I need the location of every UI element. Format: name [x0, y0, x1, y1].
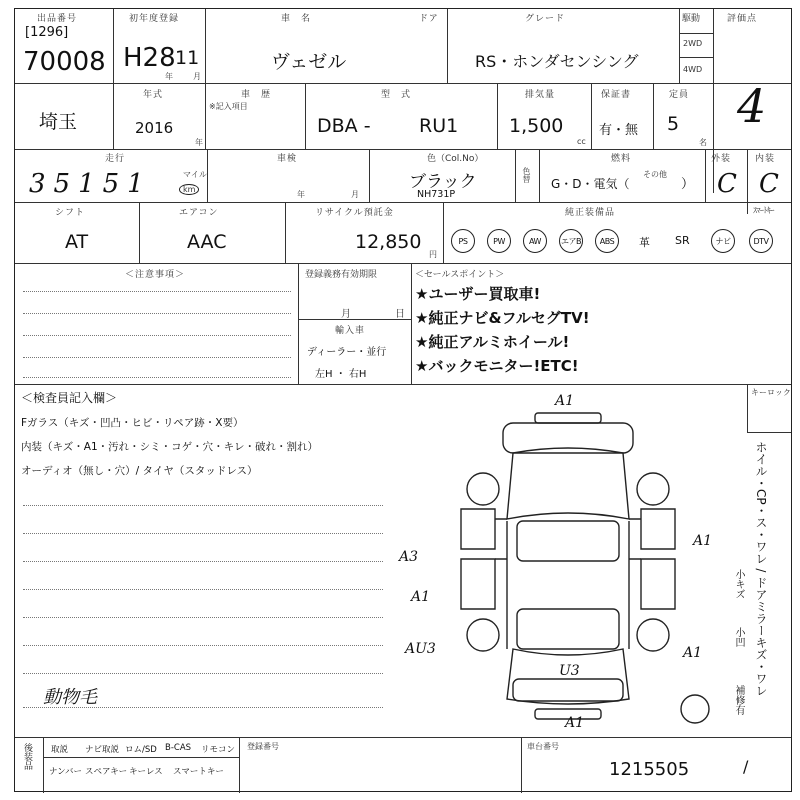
fuel-close: ）: [681, 177, 695, 192]
displacement-unit: cc: [577, 137, 586, 146]
footer-smart-key: スマートキー: [173, 767, 224, 777]
equipment-value: 有・無: [599, 123, 639, 138]
divider: [15, 149, 791, 150]
mark-rear: A1: [565, 715, 585, 731]
car-name-label: 車 名: [281, 14, 312, 24]
shift-label: シフト: [55, 208, 86, 218]
chassis-label: 車台番号: [527, 742, 559, 751]
mileage-label: 走行: [105, 154, 126, 164]
mileage: 35151: [29, 169, 152, 199]
option-pw: PW: [487, 229, 511, 253]
model-year-unit: 年: [195, 138, 203, 147]
divider: [15, 263, 791, 264]
option-sunroof: SR: [675, 234, 690, 247]
ac-label: エアコン: [179, 208, 219, 218]
option-abs: ABS: [595, 229, 619, 253]
inspection-title: ＜検査員記入欄＞: [21, 391, 118, 405]
history-sub: ※記入項目: [209, 102, 248, 111]
caution-label: ＜注意事項＞: [125, 270, 186, 280]
handwritten-note: 動物毛: [43, 687, 97, 708]
model-year: 2016: [135, 119, 174, 137]
options-label: 純正装備品: [565, 208, 616, 218]
displacement-label: 排気量: [525, 90, 556, 100]
equipment-label: 保証書: [601, 90, 632, 100]
expiry-day: 日: [395, 309, 405, 320]
option-leather: 革: [639, 236, 650, 249]
lot-prefix: [1296]: [25, 25, 69, 40]
mark-left-rear: AU3: [405, 641, 436, 657]
expiry-label: 登録義務有効期限: [305, 270, 378, 280]
footer-manual: 取説: [51, 745, 69, 755]
key-lock-label: キーロック: [751, 388, 791, 397]
repaint-label: 色替: [522, 167, 531, 183]
color: ブラック: [409, 172, 477, 192]
inspection-month: 月: [351, 190, 359, 199]
recycle-unit: 円: [429, 250, 437, 259]
footer-bcas: B-CAS: [165, 743, 192, 753]
exterior: C: [717, 169, 737, 199]
color-code: NH731P: [417, 189, 456, 200]
sales-label: ＜セールスポイント＞: [415, 270, 505, 280]
mark-front: A1: [555, 393, 575, 409]
inspection-year: 年: [297, 190, 305, 199]
score-label: 評価点: [727, 14, 758, 24]
inspection-line-audio: オーディオ（無し・穴）/ タイヤ（スタッドレス）: [21, 465, 258, 477]
import-value: ディーラー・並行: [307, 347, 387, 358]
score: 4: [737, 79, 767, 133]
capacity-unit: 名: [699, 138, 707, 147]
color-label: 色（Col.No）: [427, 154, 484, 164]
capacity-label: 定員: [669, 90, 690, 100]
auction-sheet: [14, 8, 792, 792]
footer-row-label: 後装品: [22, 743, 32, 770]
grade: RS・ホンダセンシング: [475, 52, 639, 71]
model-code: RU1: [419, 115, 459, 137]
car-diagram: [433, 409, 713, 729]
option-ps: PS: [451, 229, 475, 253]
mark-left-mid: A1: [411, 589, 431, 605]
car-name: ヴェゼル: [271, 51, 347, 73]
chassis-number: 1215505: [609, 759, 690, 780]
region: 埼玉: [39, 111, 78, 133]
displacement: 1,500: [509, 115, 564, 137]
footer-number: ナンバー: [49, 767, 82, 777]
import-label: 輸入車: [335, 326, 366, 336]
side-small-dent: 小凹: [733, 627, 744, 647]
sales-point: ★バックモニター!ETC!: [415, 357, 579, 375]
mark-right-rear: A1: [683, 645, 703, 661]
interior: C: [759, 169, 779, 199]
footer-navi-manual: ナビ取説: [85, 745, 120, 755]
sales-point: ★純正アルミホイール!: [415, 333, 570, 351]
model-year-label: 年式: [143, 90, 164, 100]
first-reg-month: 11: [175, 47, 200, 69]
divider: [15, 384, 791, 385]
reg-no-label: 登録番号: [247, 742, 279, 751]
smart-key-label: ｽﾏｰﾄｷｰ: [753, 206, 774, 215]
option-airbag: エアB: [559, 229, 583, 253]
recycle: 12,850: [355, 231, 422, 253]
side-notes: ホイル・CP・ス・ワレ / ドアミラーキズ・ワレ: [754, 441, 768, 697]
interior-label: 内装: [755, 154, 776, 164]
drive-4wd: 4WD: [683, 65, 703, 74]
fuel-other: その他: [643, 170, 667, 179]
mark-right-door: A1: [693, 533, 713, 549]
inspection-label: 車検: [277, 154, 298, 164]
mark-trunk: U3: [559, 663, 580, 679]
side-repaired: 補修有: [733, 685, 744, 715]
footer-spare-key: スペアキー: [85, 767, 128, 777]
mileage-unit-km: km: [179, 184, 199, 195]
divider: [15, 83, 791, 84]
fuel-label: 燃料: [611, 154, 632, 164]
expiry-month: 月: [341, 309, 351, 320]
drive-2wd: 2WD: [683, 39, 703, 48]
chassis-mark: /: [743, 757, 749, 776]
history-label: 車 歴: [241, 90, 272, 100]
ac: AAC: [187, 231, 227, 253]
grade-label: グレード: [525, 14, 566, 24]
option-dtv: DTV: [749, 229, 773, 253]
side-small-scratch: 小キズ: [733, 569, 744, 599]
fuel-value: G・D・電気（: [551, 177, 630, 191]
mark-left-top: A3: [399, 549, 419, 565]
divider: [15, 202, 791, 203]
capacity: 5: [667, 113, 680, 135]
inspection-line-glass: Fガラス（キズ・凹凸・ヒビ・リペア跡・X要）: [21, 417, 244, 429]
first-reg-label: 初年度登録: [129, 14, 180, 24]
mileage-unit-mile: マイル: [183, 170, 207, 179]
option-aw: AW: [523, 229, 547, 253]
recycle-label: リサイクル預託金: [315, 208, 394, 218]
footer-rom-sd: ロム/SD: [125, 745, 157, 755]
month-unit: 月: [193, 72, 201, 81]
footer-keyless: キーレス: [129, 767, 163, 777]
shift: AT: [65, 231, 89, 253]
auction-label: 出品番号: [37, 14, 78, 24]
model-prefix: DBA -: [317, 115, 371, 137]
first-reg-era: H28: [123, 43, 176, 73]
lot-number: 70008: [23, 47, 106, 77]
handle-value: 左H ・ 右H: [315, 369, 367, 380]
option-navi: ナビ: [711, 229, 735, 253]
drive-label: 駆動: [682, 14, 701, 24]
footer-remote: リモコン: [201, 745, 236, 755]
inspection-line-interior: 内装（キズ・A1・汚れ・シミ・コゲ・穴・キレ・破れ・割れ）: [21, 441, 319, 453]
exterior-label: 外装: [711, 154, 732, 164]
model-label: 型 式: [381, 90, 412, 100]
year-unit: 年: [165, 72, 173, 81]
divider: [15, 737, 791, 738]
sales-point: ★ユーザー買取車!: [415, 285, 541, 303]
door-label: ドア: [419, 14, 439, 24]
sales-point: ★純正ナビ&フルセグTV!: [415, 309, 590, 327]
